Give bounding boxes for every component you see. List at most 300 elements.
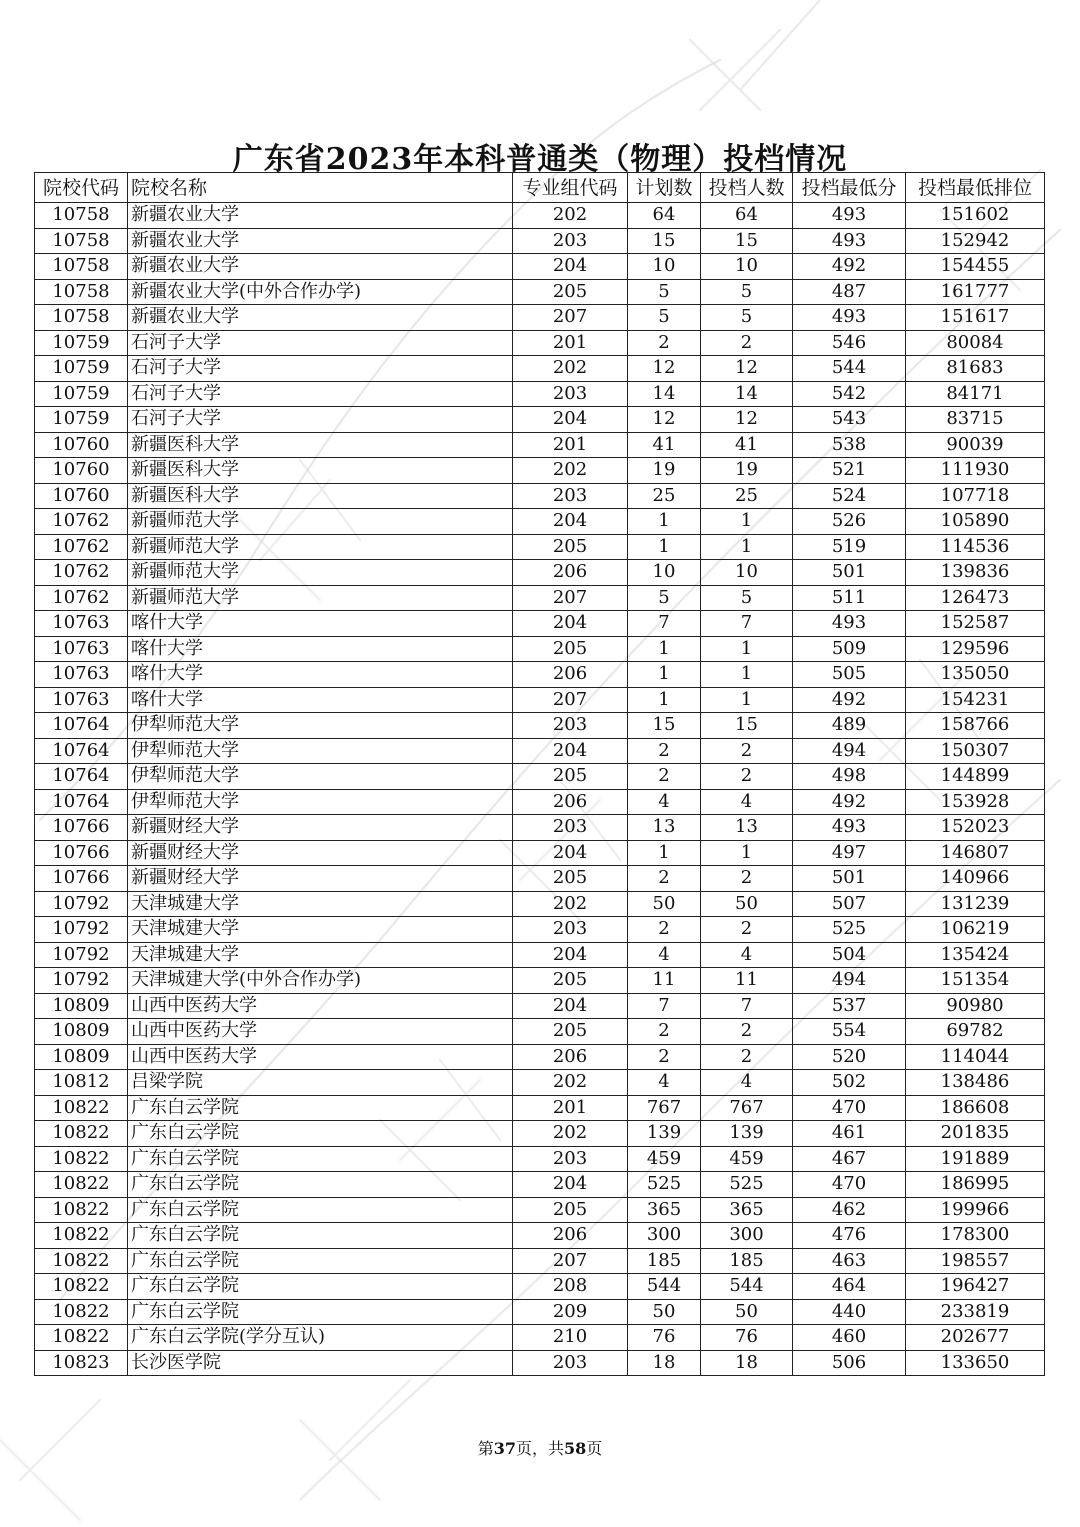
cell-plan: 1 (628, 840, 701, 866)
cell-min-score: 521 (793, 458, 906, 484)
cell-school-code: 10760 (35, 432, 128, 458)
table-row (35, 509, 1045, 535)
column-header-plan: 计划数 (628, 173, 701, 203)
cell-admitted: 525 (701, 1172, 793, 1198)
cell-school-name: 山西中医药大学 (128, 1044, 513, 1070)
cell-plan: 10 (628, 560, 701, 586)
cell-school-code: 10822 (35, 1223, 128, 1249)
cell-min-rank: 153928 (906, 789, 1045, 815)
cell-admitted: 5 (701, 585, 793, 611)
cell-min-rank: 196427 (906, 1274, 1045, 1300)
cell-group-code: 206 (513, 789, 628, 815)
cell-group-code: 206 (513, 1223, 628, 1249)
cell-admitted: 10 (701, 254, 793, 280)
cell-plan: 300 (628, 1223, 701, 1249)
cell-min-score: 525 (793, 917, 906, 943)
cell-admitted: 544 (701, 1274, 793, 1300)
cell-admitted: 1 (701, 687, 793, 713)
cell-group-code: 207 (513, 1248, 628, 1274)
cell-min-rank: 186995 (906, 1172, 1045, 1198)
cell-plan: 2 (628, 917, 701, 943)
cell-admitted: 4 (701, 789, 793, 815)
cell-admitted: 365 (701, 1197, 793, 1223)
cell-school-name: 广东白云学院 (128, 1146, 513, 1172)
cell-school-code: 10792 (35, 942, 128, 968)
cell-min-rank: 201835 (906, 1121, 1045, 1147)
cell-min-rank: 151617 (906, 305, 1045, 331)
table-row (35, 305, 1045, 331)
cell-school-name: 伊犁师范大学 (128, 789, 513, 815)
table-row (35, 585, 1045, 611)
cell-school-code: 10822 (35, 1248, 128, 1274)
cell-admitted: 5 (701, 279, 793, 305)
cell-school-code: 10809 (35, 1044, 128, 1070)
cell-group-code: 204 (513, 611, 628, 637)
cell-min-rank: 191889 (906, 1146, 1045, 1172)
table-row (35, 1223, 1045, 1249)
cell-min-score: 497 (793, 840, 906, 866)
cell-admitted: 1 (701, 636, 793, 662)
cell-min-rank: 198557 (906, 1248, 1045, 1274)
cell-plan: 12 (628, 407, 701, 433)
cell-school-name: 新疆师范大学 (128, 560, 513, 586)
cell-min-score: 467 (793, 1146, 906, 1172)
cell-plan: 5 (628, 585, 701, 611)
column-header-group-code: 专业组代码 (513, 173, 628, 203)
cell-admitted: 14 (701, 381, 793, 407)
cell-plan: 2 (628, 866, 701, 892)
cell-min-rank: 90980 (906, 993, 1045, 1019)
cell-admitted: 1 (701, 662, 793, 688)
cell-school-name: 新疆农业大学 (128, 305, 513, 331)
footer-page-number: 37 (493, 1439, 516, 1458)
table-row (35, 611, 1045, 637)
cell-school-code: 10809 (35, 1019, 128, 1045)
cell-group-code: 205 (513, 279, 628, 305)
cell-min-rank: 202677 (906, 1325, 1045, 1351)
cell-school-code: 10792 (35, 891, 128, 917)
table-row (35, 891, 1045, 917)
table-row (35, 534, 1045, 560)
cell-min-score: 476 (793, 1223, 906, 1249)
cell-school-code: 10758 (35, 305, 128, 331)
cell-plan: 14 (628, 381, 701, 407)
cell-min-score: 493 (793, 815, 906, 841)
cell-school-code: 10759 (35, 356, 128, 382)
cell-school-name: 广东白云学院 (128, 1223, 513, 1249)
table-row (35, 1070, 1045, 1096)
cell-school-code: 10822 (35, 1172, 128, 1198)
cell-plan: 2 (628, 1019, 701, 1045)
cell-group-code: 203 (513, 1350, 628, 1376)
cell-school-name: 石河子大学 (128, 330, 513, 356)
cell-school-code: 10764 (35, 789, 128, 815)
cell-group-code: 203 (513, 381, 628, 407)
cell-group-code: 203 (513, 917, 628, 943)
table-row (35, 662, 1045, 688)
cell-school-name: 石河子大学 (128, 407, 513, 433)
footer-suffix: 页 (586, 1439, 603, 1458)
cell-admitted: 459 (701, 1146, 793, 1172)
column-header-min-score: 投档最低分 (793, 173, 906, 203)
cell-min-score: 524 (793, 483, 906, 509)
cell-plan: 1 (628, 636, 701, 662)
cell-plan: 12 (628, 356, 701, 382)
cell-min-score: 501 (793, 866, 906, 892)
cell-min-rank: 158766 (906, 713, 1045, 739)
cell-admitted: 300 (701, 1223, 793, 1249)
cell-plan: 25 (628, 483, 701, 509)
cell-min-rank: 151602 (906, 203, 1045, 229)
cell-admitted: 2 (701, 866, 793, 892)
cell-school-name: 石河子大学 (128, 381, 513, 407)
cell-min-score: 470 (793, 1172, 906, 1198)
cell-min-score: 462 (793, 1197, 906, 1223)
cell-school-code: 10822 (35, 1121, 128, 1147)
cell-min-score: 502 (793, 1070, 906, 1096)
cell-group-code: 207 (513, 585, 628, 611)
cell-school-code: 10763 (35, 662, 128, 688)
cell-min-rank: 106219 (906, 917, 1045, 943)
cell-plan: 1 (628, 509, 701, 535)
cell-admitted: 12 (701, 356, 793, 382)
cell-admitted: 5 (701, 305, 793, 331)
cell-min-rank: 150307 (906, 738, 1045, 764)
cell-plan: 64 (628, 203, 701, 229)
cell-plan: 2 (628, 1044, 701, 1070)
table-row (35, 407, 1045, 433)
cell-min-rank: 139836 (906, 560, 1045, 586)
cell-min-score: 492 (793, 254, 906, 280)
cell-school-name: 山西中医药大学 (128, 1019, 513, 1045)
cell-school-code: 10766 (35, 840, 128, 866)
cell-plan: 50 (628, 891, 701, 917)
cell-plan: 4 (628, 942, 701, 968)
cell-min-score: 463 (793, 1248, 906, 1274)
cell-school-name: 新疆财经大学 (128, 840, 513, 866)
cell-min-rank: 152023 (906, 815, 1045, 841)
cell-admitted: 41 (701, 432, 793, 458)
cell-min-rank: 83715 (906, 407, 1045, 433)
cell-min-rank: 81683 (906, 356, 1045, 382)
cell-school-name: 伊犁师范大学 (128, 738, 513, 764)
cell-group-code: 206 (513, 662, 628, 688)
cell-school-code: 10758 (35, 254, 128, 280)
cell-group-code: 204 (513, 509, 628, 535)
cell-admitted: 50 (701, 1299, 793, 1325)
cell-school-name: 天津城建大学(中外合作办学) (128, 968, 513, 994)
cell-plan: 5 (628, 305, 701, 331)
cell-group-code: 205 (513, 534, 628, 560)
cell-min-rank: 114536 (906, 534, 1045, 560)
cell-admitted: 76 (701, 1325, 793, 1351)
cell-group-code: 204 (513, 942, 628, 968)
cell-plan: 544 (628, 1274, 701, 1300)
cell-admitted: 15 (701, 228, 793, 254)
cell-school-code: 10762 (35, 585, 128, 611)
cell-min-score: 494 (793, 738, 906, 764)
cell-min-rank: 146807 (906, 840, 1045, 866)
cell-admitted: 2 (701, 738, 793, 764)
cell-group-code: 208 (513, 1274, 628, 1300)
cell-min-rank: 84171 (906, 381, 1045, 407)
cell-admitted: 19 (701, 458, 793, 484)
footer-middle: 页，共 (515, 1439, 564, 1458)
cell-min-rank: 129596 (906, 636, 1045, 662)
cell-min-rank: 152587 (906, 611, 1045, 637)
cell-admitted: 139 (701, 1121, 793, 1147)
cell-school-name: 新疆师范大学 (128, 534, 513, 560)
table-row (35, 254, 1045, 280)
cell-admitted: 64 (701, 203, 793, 229)
table-row (35, 1325, 1045, 1351)
cell-group-code: 202 (513, 356, 628, 382)
cell-plan: 139 (628, 1121, 701, 1147)
cell-min-score: 519 (793, 534, 906, 560)
cell-school-code: 10822 (35, 1299, 128, 1325)
cell-min-score: 492 (793, 789, 906, 815)
table-row (35, 1299, 1045, 1325)
cell-plan: 2 (628, 330, 701, 356)
cell-admitted: 185 (701, 1248, 793, 1274)
cell-min-score: 501 (793, 560, 906, 586)
cell-school-name: 喀什大学 (128, 687, 513, 713)
cell-min-score: 526 (793, 509, 906, 535)
cell-min-score: 493 (793, 611, 906, 637)
cell-school-code: 10822 (35, 1325, 128, 1351)
cell-group-code: 201 (513, 1095, 628, 1121)
cell-admitted: 15 (701, 713, 793, 739)
table-row (35, 840, 1045, 866)
cell-school-name: 广东白云学院 (128, 1095, 513, 1121)
cell-admitted: 7 (701, 993, 793, 1019)
cell-group-code: 205 (513, 968, 628, 994)
cell-min-rank: 135050 (906, 662, 1045, 688)
cell-plan: 525 (628, 1172, 701, 1198)
cell-admitted: 11 (701, 968, 793, 994)
cell-school-code: 10763 (35, 611, 128, 637)
cell-plan: 15 (628, 713, 701, 739)
cell-school-name: 新疆农业大学(中外合作办学) (128, 279, 513, 305)
cell-min-rank: 90039 (906, 432, 1045, 458)
cell-school-code: 10762 (35, 509, 128, 535)
cell-group-code: 210 (513, 1325, 628, 1351)
table-row (35, 330, 1045, 356)
cell-group-code: 205 (513, 1197, 628, 1223)
cell-group-code: 202 (513, 203, 628, 229)
cell-school-name: 天津城建大学 (128, 942, 513, 968)
cell-min-score: 507 (793, 891, 906, 917)
cell-school-code: 10758 (35, 228, 128, 254)
page-footer (0, 1436, 1080, 1459)
cell-school-name: 广东白云学院 (128, 1299, 513, 1325)
cell-group-code: 201 (513, 432, 628, 458)
table-row (35, 636, 1045, 662)
cell-school-name: 伊犁师范大学 (128, 764, 513, 790)
cell-school-code: 10759 (35, 407, 128, 433)
cell-min-rank: 69782 (906, 1019, 1045, 1045)
cell-min-rank: 135424 (906, 942, 1045, 968)
cell-group-code: 205 (513, 764, 628, 790)
cell-school-code: 10822 (35, 1197, 128, 1223)
table-row (35, 228, 1045, 254)
cell-school-code: 10762 (35, 534, 128, 560)
cell-plan: 10 (628, 254, 701, 280)
cell-school-name: 新疆师范大学 (128, 585, 513, 611)
cell-school-code: 10759 (35, 330, 128, 356)
cell-group-code: 202 (513, 1070, 628, 1096)
table-row (35, 356, 1045, 382)
cell-group-code: 204 (513, 840, 628, 866)
cell-plan: 15 (628, 228, 701, 254)
cell-plan: 4 (628, 1070, 701, 1096)
cell-admitted: 13 (701, 815, 793, 841)
cell-school-code: 10758 (35, 203, 128, 229)
table-row (35, 815, 1045, 841)
cell-school-code: 10809 (35, 993, 128, 1019)
page-title: 广东省2023年本科普通类（物理）投档情况 (232, 142, 848, 177)
column-header-school-name: 院校名称 (128, 173, 513, 203)
table-row (35, 1172, 1045, 1198)
table-row (35, 483, 1045, 509)
cell-school-name: 广东白云学院 (128, 1274, 513, 1300)
table-row (35, 738, 1045, 764)
cell-school-code: 10792 (35, 968, 128, 994)
cell-admitted: 2 (701, 764, 793, 790)
cell-min-rank: 152942 (906, 228, 1045, 254)
cell-school-name: 广东白云学院 (128, 1197, 513, 1223)
cell-min-score: 464 (793, 1274, 906, 1300)
cell-group-code: 205 (513, 636, 628, 662)
table-row (35, 560, 1045, 586)
cell-min-score: 505 (793, 662, 906, 688)
cell-school-code: 10760 (35, 458, 128, 484)
cell-school-name: 长沙医学院 (128, 1350, 513, 1376)
cell-min-rank: 140966 (906, 866, 1045, 892)
cell-min-score: 543 (793, 407, 906, 433)
cell-school-code: 10822 (35, 1274, 128, 1300)
cell-min-score: 489 (793, 713, 906, 739)
cell-min-score: 504 (793, 942, 906, 968)
cell-school-code: 10823 (35, 1350, 128, 1376)
cell-min-rank: 138486 (906, 1070, 1045, 1096)
cell-school-code: 10766 (35, 866, 128, 892)
table-row (35, 789, 1045, 815)
footer-prefix: 第 (477, 1439, 494, 1458)
cell-admitted: 10 (701, 560, 793, 586)
table-row (35, 917, 1045, 943)
cell-school-name: 喀什大学 (128, 636, 513, 662)
cell-group-code: 201 (513, 330, 628, 356)
cell-school-name: 伊犁师范大学 (128, 713, 513, 739)
cell-admitted: 18 (701, 1350, 793, 1376)
cell-admitted: 2 (701, 1044, 793, 1070)
table-row (35, 968, 1045, 994)
cell-min-score: 537 (793, 993, 906, 1019)
cell-admitted: 25 (701, 483, 793, 509)
cell-admitted: 2 (701, 330, 793, 356)
cell-school-name: 天津城建大学 (128, 917, 513, 943)
cell-school-name: 山西中医药大学 (128, 993, 513, 1019)
table-row (35, 432, 1045, 458)
cell-plan: 1 (628, 687, 701, 713)
cell-school-code: 10822 (35, 1146, 128, 1172)
cell-min-score: 506 (793, 1350, 906, 1376)
cell-group-code: 207 (513, 305, 628, 331)
cell-admitted: 7 (701, 611, 793, 637)
cell-admitted: 1 (701, 534, 793, 560)
table-row (35, 1044, 1045, 1070)
cell-admitted: 2 (701, 917, 793, 943)
cell-min-rank: 186608 (906, 1095, 1045, 1121)
cell-min-score: 461 (793, 1121, 906, 1147)
cell-school-name: 新疆财经大学 (128, 866, 513, 892)
table-row (35, 1350, 1045, 1376)
cell-school-code: 10763 (35, 687, 128, 713)
cell-min-score: 546 (793, 330, 906, 356)
cell-school-name: 广东白云学院 (128, 1172, 513, 1198)
cell-group-code: 202 (513, 891, 628, 917)
table-row (35, 1248, 1045, 1274)
cell-min-rank: 151354 (906, 968, 1045, 994)
table-row (35, 279, 1045, 305)
cell-min-score: 542 (793, 381, 906, 407)
table-row (35, 1146, 1045, 1172)
cell-school-name: 天津城建大学 (128, 891, 513, 917)
cell-school-name: 喀什大学 (128, 662, 513, 688)
cell-school-code: 10792 (35, 917, 128, 943)
column-header-min-rank: 投档最低排位 (906, 173, 1045, 203)
cell-group-code: 204 (513, 1172, 628, 1198)
cell-plan: 18 (628, 1350, 701, 1376)
cell-group-code: 202 (513, 458, 628, 484)
table-row (35, 381, 1045, 407)
table-row (35, 993, 1045, 1019)
cell-group-code: 204 (513, 738, 628, 764)
cell-min-score: 498 (793, 764, 906, 790)
cell-plan: 41 (628, 432, 701, 458)
table-row (35, 458, 1045, 484)
cell-min-rank: 154231 (906, 687, 1045, 713)
cell-min-score: 470 (793, 1095, 906, 1121)
cell-plan: 50 (628, 1299, 701, 1325)
cell-plan: 767 (628, 1095, 701, 1121)
cell-group-code: 203 (513, 815, 628, 841)
cell-school-code: 10764 (35, 764, 128, 790)
cell-school-name: 石河子大学 (128, 356, 513, 382)
cell-school-code: 10822 (35, 1095, 128, 1121)
cell-min-rank: 199966 (906, 1197, 1045, 1223)
cell-school-name: 新疆医科大学 (128, 483, 513, 509)
cell-plan: 365 (628, 1197, 701, 1223)
cell-min-rank: 133650 (906, 1350, 1045, 1376)
cell-group-code: 203 (513, 228, 628, 254)
cell-min-rank: 80084 (906, 330, 1045, 356)
cell-min-score: 509 (793, 636, 906, 662)
table-row (35, 1095, 1045, 1121)
cell-group-code: 203 (513, 1146, 628, 1172)
cell-admitted: 50 (701, 891, 793, 917)
cell-plan: 2 (628, 764, 701, 790)
cell-group-code: 204 (513, 407, 628, 433)
cell-admitted: 4 (701, 942, 793, 968)
cell-plan: 11 (628, 968, 701, 994)
table-row (35, 713, 1045, 739)
cell-group-code: 206 (513, 1044, 628, 1070)
cell-admitted: 4 (701, 1070, 793, 1096)
cell-school-code: 10760 (35, 483, 128, 509)
cell-min-score: 493 (793, 305, 906, 331)
